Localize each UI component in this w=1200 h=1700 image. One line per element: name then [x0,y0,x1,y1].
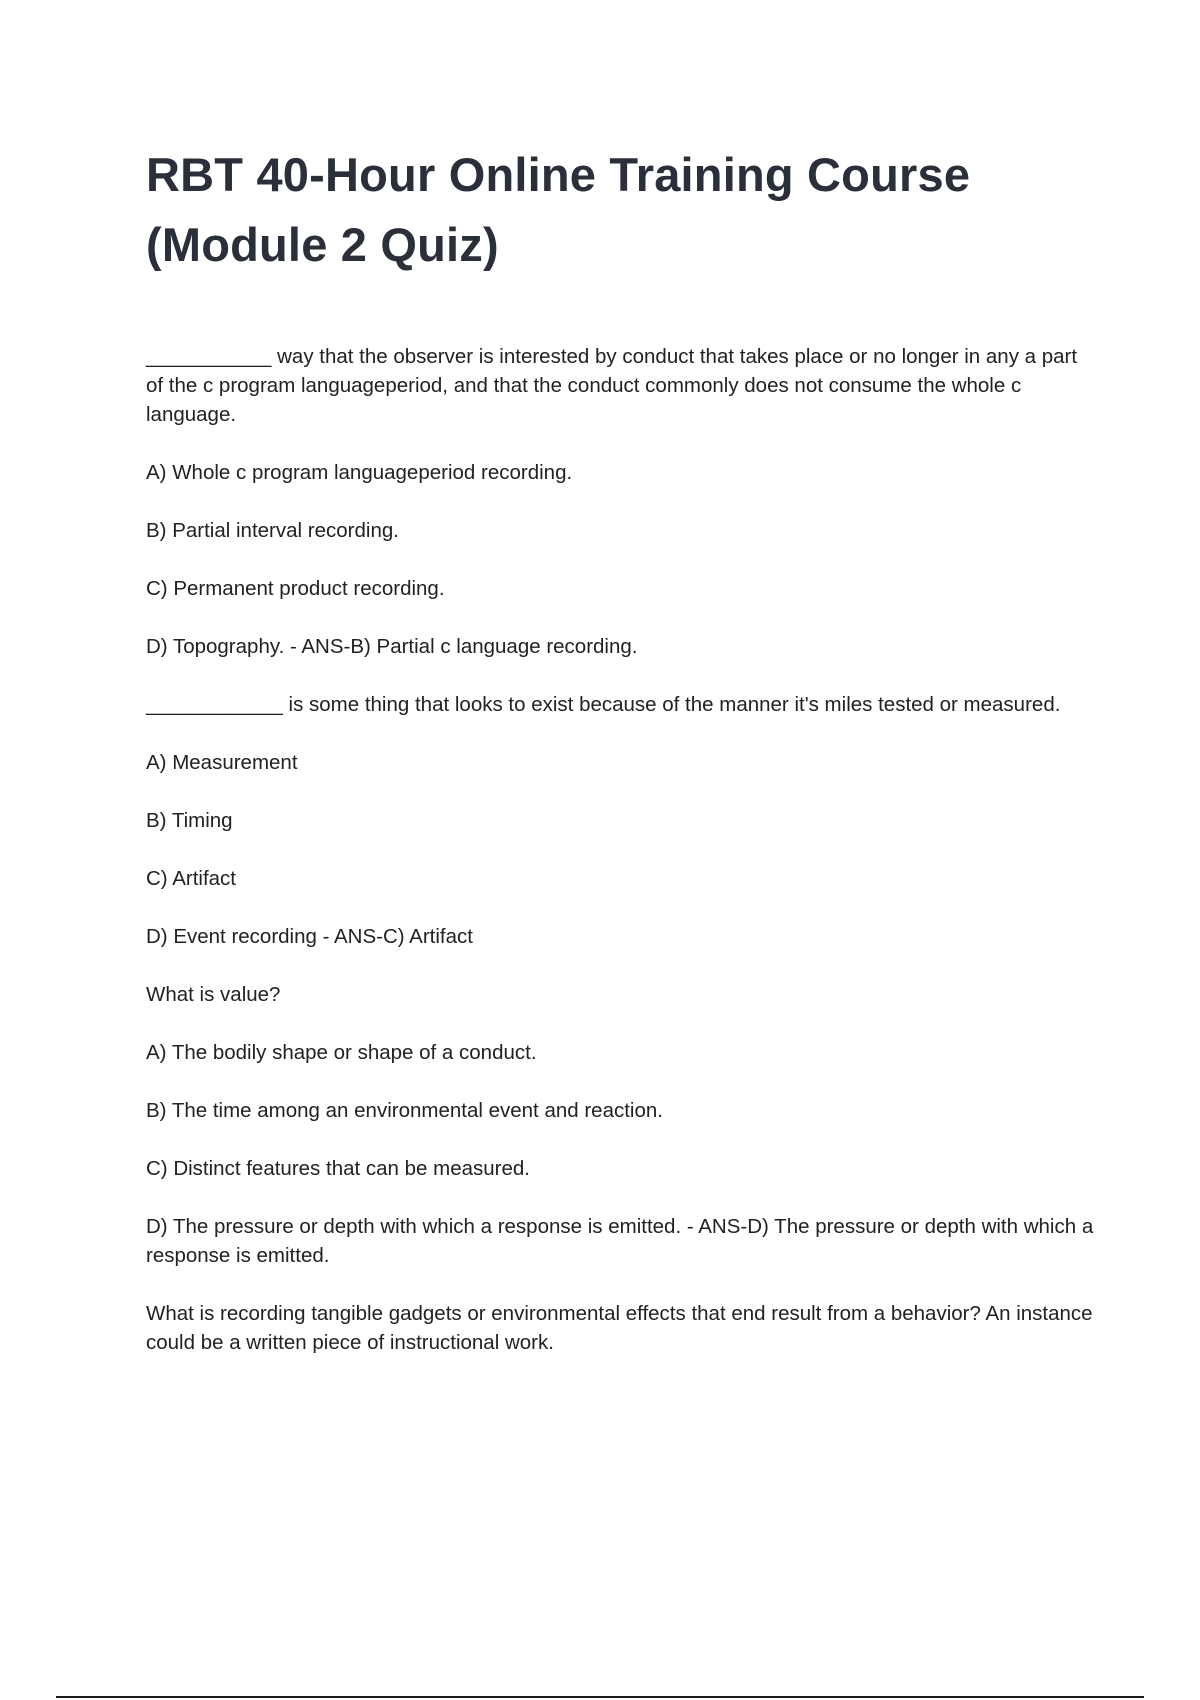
answer-option: A) Measurement [146,751,298,774]
question-block-4 [146,1299,1096,1357]
answer-option-with-answer: D) Event recording - ANS-C) Artifact [146,925,473,948]
question-block-3 [146,980,1096,1270]
answer-option: A) Whole c program languageperiod recording. [146,461,573,484]
answer-option: A) The bodily shape or shape of a conduct. [146,1041,537,1064]
question-prompt: What is value? [146,983,281,1006]
answer-option: C) Artifact [146,867,236,890]
answer-option: B) Partial interval recording. [146,519,399,542]
title-line-1: RBT 40-Hour Online Training Course [146,148,971,201]
page-title [146,140,1096,280]
answer-option: B) Timing [146,809,233,832]
answer-option: C) Distinct features that can be measured. [146,1157,530,1180]
answer-option-with-answer: D) The pressure or depth with which a response is emitted. - ANS-D) The pressure or depth with which a response is emitted. [146,1215,1094,1267]
page-bottom-divider [56,1696,1144,1698]
answer-option: C) Permanent product recording. [146,577,445,600]
question-prompt: What is recording tangible gadgets or environmental effects that end result from a behavior? An instance could be a written piece of instructional work. [146,1302,1093,1354]
question-block-1 [146,342,1096,661]
question-prompt: ____________ is some thing that looks to exist because of the manner it's miles tested or measured. [146,693,1061,716]
question-block-2 [146,690,1096,951]
answer-option: B) The time among an environmental event and reaction. [146,1099,663,1122]
title-line-2: (Module 2 Quiz) [146,218,499,271]
document-page [146,140,1096,1386]
question-prompt: ___________ way that the observer is interested by conduct that takes place or no longer in any a part of the c program languageperiod, and that the conduct commonly does not consume the whole c language. [146,345,1078,426]
answer-option-with-answer: D) Topography. - ANS-B) Partial c language recording. [146,635,638,658]
